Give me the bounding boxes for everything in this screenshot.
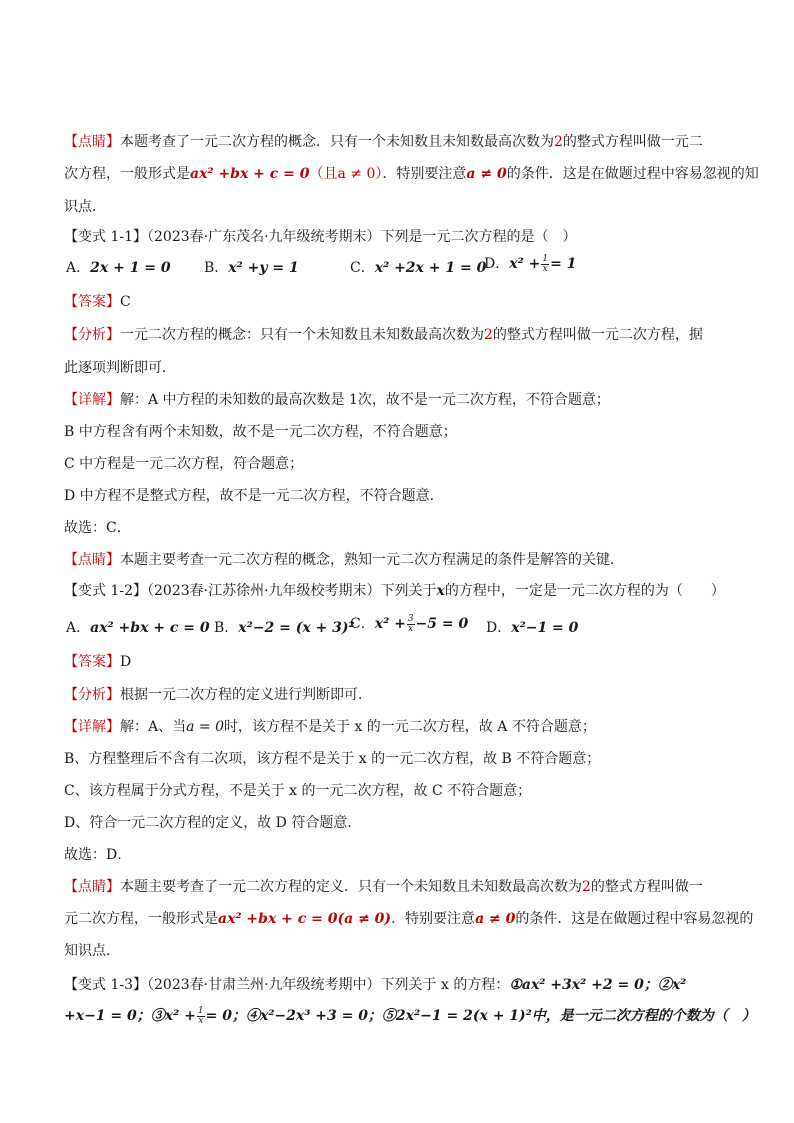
option-formula: x² +y = 1 (228, 260, 299, 276)
question-tag: 【变式 1-1】 (64, 229, 147, 245)
point-text: ．特别要注意 (391, 911, 476, 927)
point-text: 的条件．这是在做题过程中容易忽视的 (515, 911, 754, 927)
detail-formula: a = 0 (186, 719, 225, 735)
detail-line-4 (64, 813, 361, 833)
equation-list: +x−1 = 0；③x² + (64, 1008, 196, 1024)
point-number: 2 (582, 879, 591, 895)
point-line-2 (64, 909, 753, 929)
equation-list: ①ax² +3x² +2 = 0；②x² (509, 977, 687, 993)
detail-text: D 中方程不是整式方程，故不是一元二次方程，不符合题意． (64, 488, 444, 504)
question-1-3-line-1 (64, 975, 686, 995)
answer-tag: 【答案】 (64, 654, 120, 670)
point-text: 的整式方程叫做一 (590, 879, 703, 895)
detail-line-3 (64, 454, 303, 474)
detail-tag: 【详解】 (64, 392, 120, 408)
analysis-text: 此逐项判断即可． (64, 360, 176, 376)
detail-text: 时，该方程不是关于 x 的一元二次方程，故 A 不符合题意； (224, 719, 596, 735)
option-label: A． (66, 620, 91, 636)
point-tag: 【点睛】 (64, 552, 120, 568)
detail-text: 解：A 中方程的未知数的最高次数是 1次，故不是一元二次方程，不符合题意； (120, 392, 610, 408)
point-text: 本题主要考查了一元二次方程的定义．只有一个未知数且未知数最高次数为 (120, 879, 582, 895)
point-tag: 【点睛】 (64, 879, 120, 895)
variable: x (436, 583, 445, 599)
option-label: B． (204, 260, 229, 276)
detail-line-2 (64, 422, 457, 442)
detail-line-2 (64, 749, 600, 769)
question-1-1-options (64, 253, 736, 280)
answer-tag: 【答案】 (64, 294, 120, 310)
option-label: A． (66, 260, 91, 276)
question-tag: 【变式 1-2】 (64, 583, 147, 599)
choose-text: 故选：C． (64, 520, 131, 536)
note-text: 次方程，一般形式是 (64, 166, 190, 182)
question-text: 下列是一元二次方程的是（ ） (380, 229, 577, 245)
analysis-text: 的整式方程叫做一元二次方程，据 (492, 327, 703, 343)
fraction-numerator: 1 (197, 1005, 204, 1016)
fraction-numerator: 1 (542, 253, 549, 264)
option-label: D． (486, 620, 512, 636)
choose-text: 故选：D． (64, 847, 132, 863)
detail-text: 解：A、当 (120, 719, 187, 735)
question-1-3-line-2 (64, 1006, 756, 1026)
option-label: D． (484, 256, 510, 272)
question-text: 下列关于 x 的方程： (380, 977, 510, 993)
note-text: 的条件．这是在做题过程中容易忽视的知 (506, 166, 759, 182)
note-text: 识点． (64, 199, 106, 215)
question-1-2-stem (64, 581, 725, 601)
question-1-1-stem (64, 227, 577, 247)
option-c (350, 258, 486, 278)
option-formula: x² + (374, 616, 406, 632)
option-label: C． (350, 616, 375, 632)
option-formula: x²−1 = 0 (511, 620, 579, 636)
option-c (350, 614, 468, 634)
condition-formula: a ≠ 0 (466, 166, 507, 182)
question-text: 的方程中，一定是一元二次方程的为（ ） (444, 583, 725, 599)
note-number: 2 (554, 134, 563, 150)
option-label: B． (214, 620, 239, 636)
detail-text: C 中方程是一元二次方程，符合题意； (64, 456, 304, 472)
option-b (204, 258, 299, 278)
option-a (66, 618, 210, 638)
note-text: ．特别要注意 (382, 166, 467, 182)
note-line-3 (64, 197, 106, 217)
analysis-text: 一元二次方程的概念：只有一个未知数且未知数最高次数为 (120, 327, 484, 343)
analysis-text: 根据一元二次方程的定义进行判断即可． (120, 687, 372, 703)
detail-text: B、方程整理后不含有二次项，该方程不是关于 x 的一元二次方程，故 B 不符合题意； (64, 751, 601, 767)
analysis-line-2 (64, 358, 176, 378)
option-formula: ax² +bx + c = 0 (90, 620, 210, 636)
point-text: 本题主要考查一元二次方程的概念，熟知一元二次方程满足的条件是解答的关键． (120, 552, 624, 568)
option-formula: x²−2 = (x + 3)² (238, 620, 355, 636)
analysis-tag: 【分析】 (64, 327, 120, 343)
detail-line-1 (64, 390, 610, 410)
option-d (486, 618, 578, 638)
note-line-1 (64, 132, 703, 152)
question-tag: 【变式 1-3】 (64, 977, 147, 993)
point-line (64, 550, 624, 570)
fraction-numerator: 3 (407, 613, 414, 624)
fraction-denominator: x (198, 1015, 204, 1026)
question-source: （2023春·江苏徐州·九年级校考期末） (147, 583, 381, 599)
note-text: 的整式方程叫做一元二 (562, 134, 703, 150)
equation-list: = 0；④x²−2x³ +3 = 0；⑤2x²−1 = 2(x + 1)²中，是一元二次方程的个数为（ ） (205, 1008, 756, 1024)
detail-line-4 (64, 486, 444, 506)
fraction-denominator: x (408, 623, 414, 634)
choose-line (64, 518, 131, 538)
choose-line (64, 845, 131, 865)
option-formula: x² + (509, 256, 541, 272)
analysis-line-1 (64, 325, 703, 345)
condition: （且a ≠ 0） (309, 166, 383, 182)
question-text: 下列关于 (380, 583, 437, 599)
answer-value: C (120, 294, 131, 310)
answer-value: D (120, 654, 132, 670)
note-tag: 【点睛】 (64, 134, 120, 150)
general-form-formula: ax² +bx + c = 0 (190, 166, 310, 182)
analysis-number: 2 (484, 327, 493, 343)
fraction (541, 255, 549, 274)
point-text: 知识点． (64, 943, 120, 959)
detail-text: D、符合一元二次方程的定义，故 D 符合题意． (64, 815, 362, 831)
answer-line (64, 292, 131, 312)
detail-line-1 (64, 717, 596, 737)
option-label: C． (350, 260, 375, 276)
fraction (407, 615, 415, 634)
fraction (197, 1007, 205, 1026)
point-line-3 (64, 941, 120, 961)
point-line-1 (64, 877, 703, 897)
question-1-2-options (64, 613, 736, 640)
option-formula: −5 = 0 (415, 616, 469, 632)
question-source: （2023春·广东茂名·九年级统考期末） (147, 229, 381, 245)
detail-line-3 (64, 781, 531, 801)
point-text: 元二次方程，一般形式是 (64, 911, 218, 927)
option-formula: x² +2x + 1 = 0 (374, 260, 487, 276)
option-b (214, 618, 355, 638)
detail-text: C、该方程属于分式方程，不是关于 x 的一元二次方程，故 C 不符合题意； (64, 783, 532, 799)
option-d (484, 254, 576, 274)
detail-tag: 【详解】 (64, 719, 120, 735)
analysis-line (64, 685, 372, 705)
general-form-formula: ax² +bx + c = 0(a ≠ 0) (218, 911, 392, 927)
option-formula: = 1 (550, 256, 577, 272)
detail-text: B 中方程含有两个未知数，故不是一元二次方程，不符合题意； (64, 424, 457, 440)
answer-line (64, 652, 131, 672)
note-text: 本题考查了一元二次方程的概念．只有一个未知数且未知数最高次数为 (120, 134, 554, 150)
option-formula: 2x + 1 = 0 (90, 260, 171, 276)
note-line-2 (64, 164, 759, 184)
fraction-denominator: x (542, 263, 548, 274)
condition-formula: a ≠ 0 (475, 911, 516, 927)
option-a (66, 258, 171, 278)
question-source: （2023春·甘肃兰州·九年级统考期中） (147, 977, 381, 993)
analysis-tag: 【分析】 (64, 687, 120, 703)
